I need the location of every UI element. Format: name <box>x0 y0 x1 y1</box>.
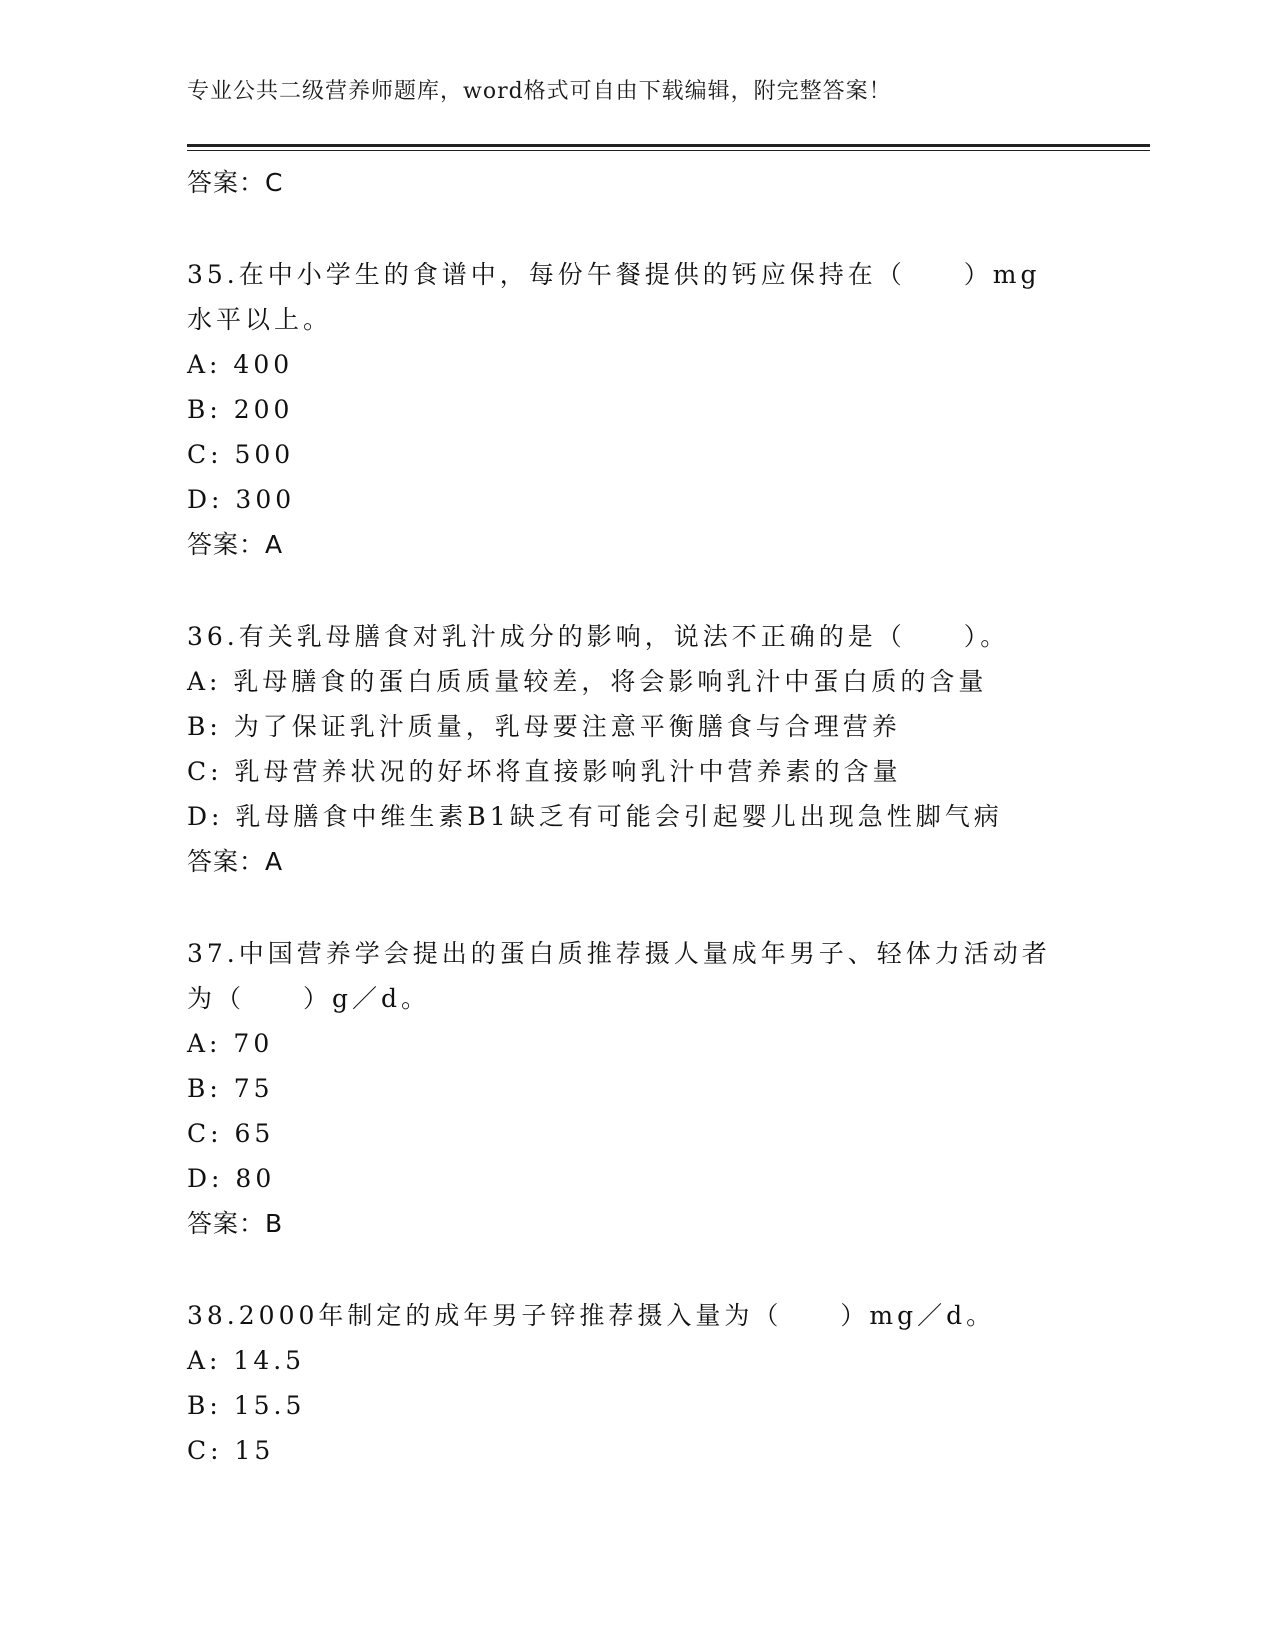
option-c: C: 500 <box>187 440 295 469</box>
page-header: 专业公共二级营养师题库，word格式可自由下载编辑，附完整答案！ <box>187 79 892 104</box>
previous-answer: 答案：C <box>187 168 284 197</box>
option-c: C: 15 <box>187 1436 275 1465</box>
answer: 答案：A <box>187 847 284 876</box>
header-rule-thick <box>187 144 1150 147</box>
answer: 答案：B <box>187 1209 284 1238</box>
question-stem: 36.有关乳母膳食对乳汁成分的影响，说法不正确的是（ ）。 <box>187 622 1010 651</box>
header-rule-thin <box>187 150 1150 151</box>
option-b: B: 200 <box>187 395 294 424</box>
question-list <box>187 160 1087 1473</box>
answer: 答案：A <box>187 530 284 559</box>
question-stem: 37.中国营养学会提出的蛋白质推荐摄人量成年男子、轻体力活动者为（ ）g／d。 <box>187 939 1051 1013</box>
question-35 <box>187 252 1087 567</box>
option-a: A: 400 <box>187 350 294 379</box>
question-36 <box>187 614 1087 884</box>
question-stem: 35.在中小学生的食谱中，每份午餐提供的钙应保持在（ ）mg水平以上。 <box>187 260 1041 334</box>
option-a: A: 乳母膳食的蛋白质质量较差，将会影响乳汁中蛋白质的含量 <box>187 667 988 696</box>
option-a: A: 14.5 <box>187 1346 306 1375</box>
option-b: B: 为了保证乳汁质量，乳母要注意平衡膳食与合理营养 <box>187 712 901 741</box>
option-b: B: 75 <box>187 1074 274 1103</box>
question-38 <box>187 1293 1087 1473</box>
option-d: D: 300 <box>187 485 296 514</box>
option-d: D: 乳母膳食中维生素B1缺乏有可能会引起婴儿出现急性脚气病 <box>187 802 1003 831</box>
option-c: C: 65 <box>187 1119 275 1148</box>
option-d: D: 80 <box>187 1164 276 1193</box>
option-b: B: 15.5 <box>187 1391 306 1420</box>
option-a: A: 70 <box>187 1029 274 1058</box>
question-37 <box>187 931 1087 1246</box>
option-c: C: 乳母营养状况的好坏将直接影响乳汁中营养素的含量 <box>187 757 902 786</box>
question-stem: 38.2000年制定的成年男子锌推荐摄入量为（ ）mg／d。 <box>187 1301 996 1330</box>
